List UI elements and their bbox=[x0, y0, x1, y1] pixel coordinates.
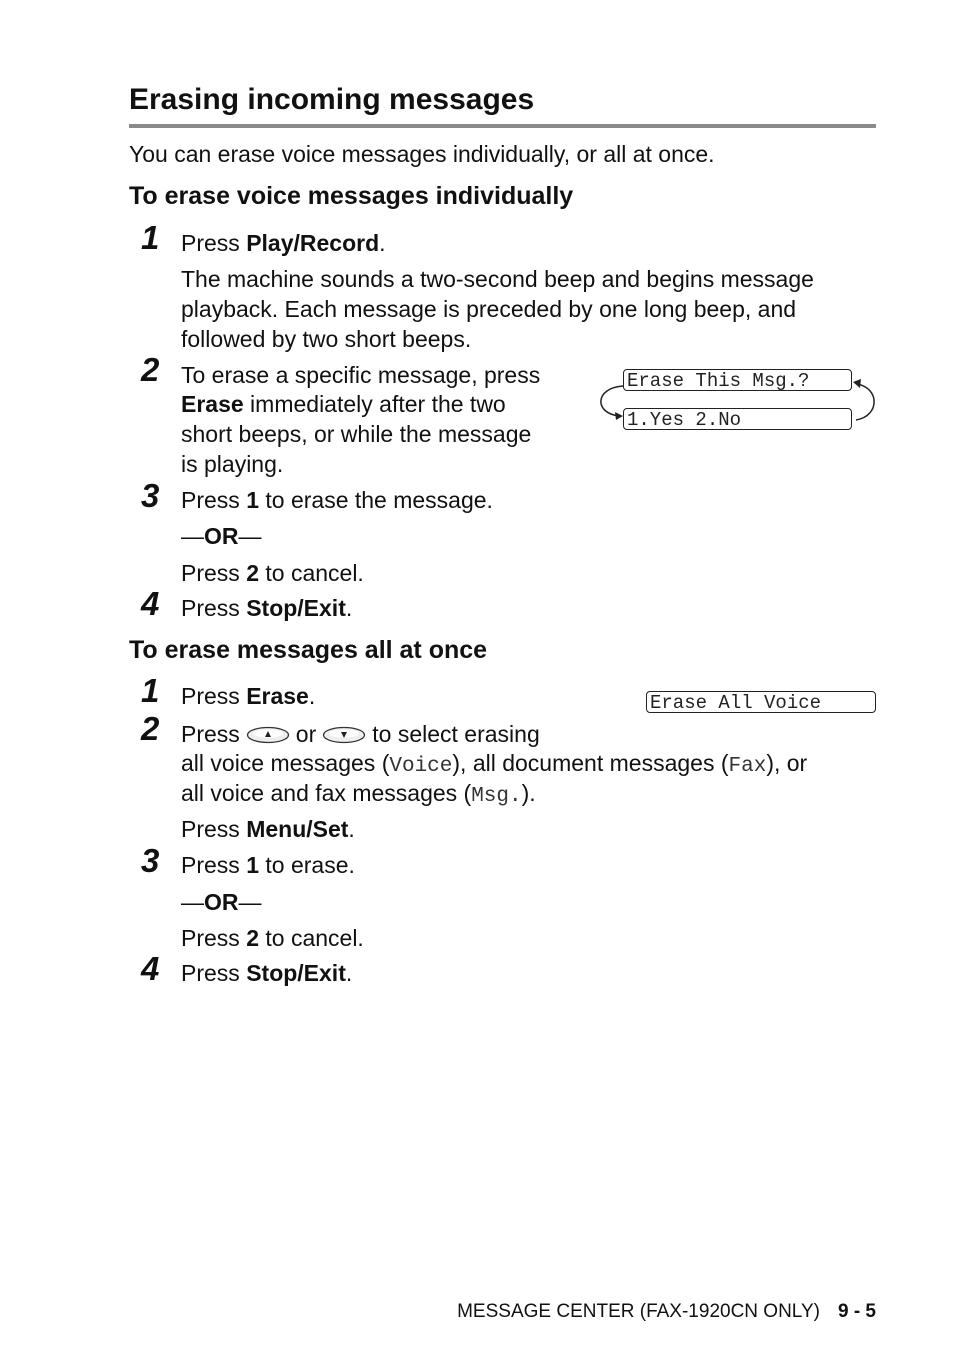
lcd-display-line: Erase All Voice bbox=[646, 691, 876, 713]
lcd-display-line: Erase This Msg.? bbox=[623, 369, 852, 391]
down-arrow-button-icon bbox=[322, 721, 366, 751]
key-label: 1 bbox=[246, 852, 259, 878]
key-label: Play/Record bbox=[246, 230, 380, 256]
up-arrow-button-icon bbox=[246, 721, 290, 751]
step-instruction: Press Stop/Exit. bbox=[181, 960, 353, 986]
page-footer bbox=[457, 1301, 876, 1323]
or-separator: —OR— bbox=[181, 889, 262, 915]
step-instruction: is playing. bbox=[181, 451, 284, 477]
step-number: 4 bbox=[141, 585, 160, 622]
step-number: 1 bbox=[141, 672, 160, 709]
title-underline bbox=[129, 124, 876, 128]
step-number: 3 bbox=[141, 842, 160, 879]
step-number: 1 bbox=[141, 219, 160, 256]
step-instruction: Erase immediately after the two bbox=[181, 391, 506, 417]
step-description: playback. Each message is preceded by one long beep, and bbox=[181, 296, 797, 322]
lcd-display-line: 1.Yes 2.No bbox=[623, 408, 852, 430]
key-label: Menu/Set bbox=[246, 816, 349, 842]
key-label: Erase bbox=[246, 683, 309, 709]
step-instruction: Press 1 to erase. bbox=[181, 852, 355, 878]
lcd-option-text: Voice bbox=[389, 755, 453, 778]
step-instruction: Press 2 to cancel. bbox=[181, 560, 364, 586]
step-instruction: all voice messages (Voice), all document messages (Fax), or bbox=[181, 750, 808, 778]
step-instruction: Press Play/Record. bbox=[181, 230, 386, 256]
or-separator: —OR— bbox=[181, 523, 262, 549]
page-number: 9 - 5 bbox=[837, 1301, 876, 1322]
footer-section-title: MESSAGE CENTER (FAX-1920CN ONLY) bbox=[457, 1301, 820, 1322]
key-label: Erase bbox=[181, 391, 244, 417]
key-label: 2 bbox=[246, 925, 259, 951]
step-instruction: Press or to select erasing bbox=[181, 719, 540, 751]
step-instruction: Press 1 to erase the message. bbox=[181, 487, 493, 513]
lcd-option-text: Msg. bbox=[471, 785, 522, 808]
key-label: 2 bbox=[246, 560, 259, 586]
intro-text: You can erase voice messages individually, or all at once. bbox=[129, 141, 715, 167]
key-label: Stop/Exit bbox=[246, 595, 346, 621]
step-instruction: Press Menu/Set. bbox=[181, 816, 355, 842]
step-description: The machine sounds a two-second beep and begins message bbox=[181, 266, 814, 292]
key-label: Stop/Exit bbox=[246, 960, 346, 986]
section-heading-all-at-once: To erase messages all at once bbox=[129, 636, 488, 664]
step-number: 4 bbox=[141, 950, 160, 987]
lcd-option-text: Fax bbox=[728, 755, 767, 778]
step-instruction: Press 2 to cancel. bbox=[181, 925, 364, 951]
section-heading-individual: To erase voice messages individually bbox=[129, 182, 574, 210]
step-instruction: To erase a specific message, press bbox=[181, 362, 541, 388]
step-instruction: all voice and fax messages (Msg.). bbox=[181, 780, 536, 808]
page-title: Erasing incoming messages bbox=[129, 83, 535, 116]
step-instruction: short beeps, or while the message bbox=[181, 421, 532, 447]
step-number: 3 bbox=[141, 477, 160, 514]
key-label: 1 bbox=[246, 487, 259, 513]
step-description: followed by two short beeps. bbox=[181, 326, 472, 352]
step-number: 2 bbox=[141, 710, 160, 747]
step-instruction: Press Stop/Exit. bbox=[181, 595, 353, 621]
step-number: 2 bbox=[141, 351, 160, 388]
step-instruction: Press Erase. bbox=[181, 683, 316, 709]
